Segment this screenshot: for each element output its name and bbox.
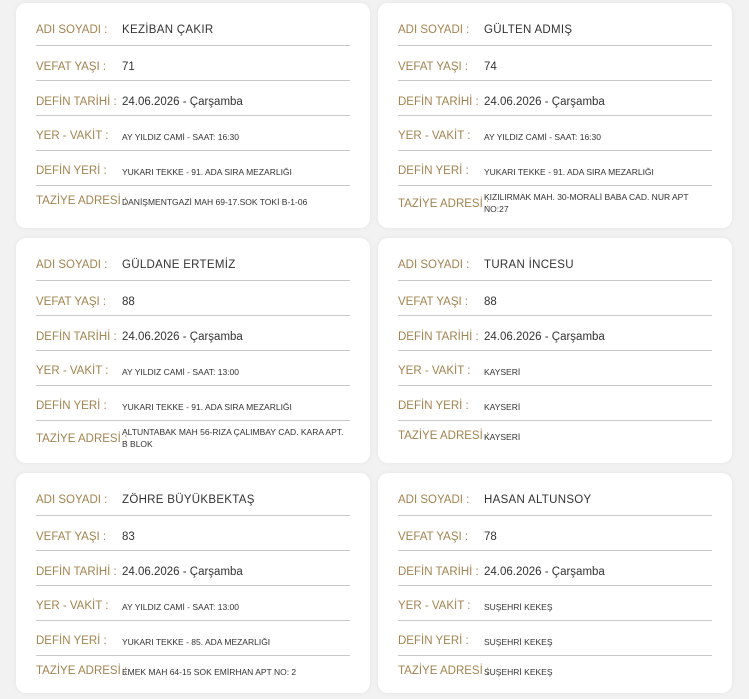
field-value: KAYSERİ xyxy=(484,432,521,442)
field-value: 74 xyxy=(484,61,497,73)
field-value: YUKARI TEKKE - 91. ADA SIRA MEZARLIĞI xyxy=(122,402,292,412)
field-label: ADI SOYADI : xyxy=(36,24,108,36)
field-label: VEFAT YAŞI : xyxy=(398,296,469,308)
field-value: 78 xyxy=(484,531,497,543)
field-row-name xyxy=(36,492,350,516)
field-value: KIZILIRMAK MAH. 30-MORALİ BABA CAD. NUR APT NO:27 xyxy=(484,192,689,214)
field-row-age xyxy=(36,294,350,316)
obituary-card xyxy=(16,238,370,463)
field-value: GÜLTEN ADMIŞ xyxy=(484,24,573,36)
field-label: VEFAT YAŞI : xyxy=(398,61,469,73)
field-row-age xyxy=(36,59,350,81)
field-row-condolence xyxy=(398,661,712,691)
field-value: KAYSERİ xyxy=(484,367,521,377)
field-label: YER - VAKİT : xyxy=(398,130,471,142)
field-row-condolence xyxy=(398,191,712,221)
field-label: ADI SOYADI : xyxy=(398,24,470,36)
field-row-burial xyxy=(36,633,350,656)
field-row-burial xyxy=(398,398,712,421)
field-label: TAZİYE ADRESİ : xyxy=(398,430,490,442)
field-row-condolence xyxy=(36,661,350,691)
field-value: ALTUNTABAK MAH 56-RIZA ÇALIMBAY CAD. KARA APT. B BLOK xyxy=(122,427,344,449)
field-row-age xyxy=(36,529,350,551)
field-value: AY YILDIZ CAMİ - SAAT: 16:30 xyxy=(122,132,239,142)
field-label: YER - VAKİT : xyxy=(36,130,109,142)
field-row-date xyxy=(36,329,350,351)
field-row-place-time xyxy=(398,128,712,151)
field-value: AY YILDIZ CAMİ - SAAT: 13:00 xyxy=(122,602,239,612)
field-value: 88 xyxy=(122,296,135,308)
field-label: DEFİN YERİ : xyxy=(36,635,107,647)
field-label: ADI SOYADI : xyxy=(398,494,470,506)
field-label: TAZİYE ADRESİ : xyxy=(36,665,128,677)
field-label: DEFİN YERİ : xyxy=(398,165,469,177)
field-row-place-time xyxy=(36,128,350,151)
field-value: ZÖHRE BÜYÜKBEKTAŞ xyxy=(122,494,255,506)
field-row-name xyxy=(398,22,712,46)
field-label: DEFİN YERİ : xyxy=(398,635,469,647)
field-row-place-time xyxy=(398,598,712,621)
field-value: DANİŞMENTGAZİ MAH 69-17.SOK TOKİ B-1-06 xyxy=(122,197,308,207)
field-row-date xyxy=(36,564,350,586)
field-label: TAZİYE ADRESİ : xyxy=(36,195,128,207)
field-label: DEFİN TARİHİ : xyxy=(36,96,117,108)
field-label: DEFİN TARİHİ : xyxy=(398,566,479,578)
field-value: KEZİBAN ÇAKIR xyxy=(122,24,214,36)
field-label: YER - VAKİT : xyxy=(36,600,109,612)
field-row-burial xyxy=(398,163,712,186)
field-row-name xyxy=(398,492,712,516)
field-row-name xyxy=(36,22,350,46)
field-row-age xyxy=(398,59,712,81)
field-value: SUŞEHRİ KEKEŞ xyxy=(484,637,553,647)
field-label: DEFİN TARİHİ : xyxy=(398,331,479,343)
field-label: ADI SOYADI : xyxy=(36,494,108,506)
field-value: SUŞEHRİ KEKEŞ xyxy=(484,602,553,612)
field-label: VEFAT YAŞI : xyxy=(398,531,469,543)
field-value: SUŞEHRİ KEKEŞ xyxy=(484,667,553,677)
field-value: YUKARI TEKKE - 91. ADA SIRA MEZARLIĞI xyxy=(122,167,292,177)
field-row-date xyxy=(398,94,712,116)
field-value: 24.06.2026 - Çarşamba xyxy=(122,96,243,108)
field-value: TURAN İNCESU xyxy=(484,259,574,271)
field-value: 71 xyxy=(122,61,135,73)
field-label: YER - VAKİT : xyxy=(36,365,109,377)
field-value: 24.06.2026 - Çarşamba xyxy=(122,566,243,578)
field-value: AY YILDIZ CAMİ - SAAT: 16:30 xyxy=(484,132,601,142)
field-label: ADI SOYADI : xyxy=(36,259,108,271)
field-label: VEFAT YAŞI : xyxy=(36,61,107,73)
field-label: TAZİYE ADRESİ : xyxy=(36,433,128,445)
field-value: 24.06.2026 - Çarşamba xyxy=(122,331,243,343)
field-label: YER - VAKİT : xyxy=(398,365,471,377)
field-value: AY YILDIZ CAMİ - SAAT: 13:00 xyxy=(122,367,239,377)
field-value: YUKARI TEKKE - 85. ADA MEZARLIĞI xyxy=(122,637,271,647)
field-value: 24.06.2026 - Çarşamba xyxy=(484,96,605,108)
field-row-place-time xyxy=(398,363,712,386)
field-value: 88 xyxy=(484,296,497,308)
obituary-card xyxy=(378,3,732,228)
obituary-card xyxy=(378,238,732,463)
field-value: 24.06.2026 - Çarşamba xyxy=(484,566,605,578)
field-row-age xyxy=(398,529,712,551)
field-label: DEFİN YERİ : xyxy=(36,165,107,177)
field-row-date xyxy=(36,94,350,116)
field-label: VEFAT YAŞI : xyxy=(36,296,107,308)
field-label: DEFİN TARİHİ : xyxy=(36,566,117,578)
field-value: 24.06.2026 - Çarşamba xyxy=(484,331,605,343)
field-value: EMEK MAH 64-15 SOK EMİRHAN APT NO: 2 xyxy=(122,667,297,677)
field-row-date xyxy=(398,564,712,586)
field-row-place-time xyxy=(36,598,350,621)
field-label: TAZİYE ADRESİ : xyxy=(398,198,490,210)
field-row-burial xyxy=(398,633,712,656)
obituary-card xyxy=(16,3,370,228)
obituary-card xyxy=(378,473,732,693)
field-value: YUKARI TEKKE - 91. ADA SIRA MEZARLIĞI xyxy=(484,167,654,177)
obituary-card xyxy=(16,473,370,693)
field-row-place-time xyxy=(36,363,350,386)
field-label: DEFİN YERİ : xyxy=(36,400,107,412)
field-value: GÜLDANE ERTEMİZ xyxy=(122,259,236,271)
field-row-condolence xyxy=(36,426,350,456)
field-row-condolence xyxy=(36,191,350,221)
field-row-date xyxy=(398,329,712,351)
field-value: HASAN ALTUNSOY xyxy=(484,494,592,506)
field-value: 83 xyxy=(122,531,135,543)
field-label: ADI SOYADI : xyxy=(398,259,470,271)
field-row-name xyxy=(398,257,712,281)
field-label: TAZİYE ADRESİ : xyxy=(398,665,490,677)
field-value: KAYSERİ xyxy=(484,402,521,412)
field-label: DEFİN YERİ : xyxy=(398,400,469,412)
field-label: DEFİN TARİHİ : xyxy=(36,331,117,343)
field-row-age xyxy=(398,294,712,316)
field-row-condolence xyxy=(398,426,712,456)
field-row-burial xyxy=(36,398,350,421)
field-label: VEFAT YAŞI : xyxy=(36,531,107,543)
field-label: DEFİN TARİHİ : xyxy=(398,96,479,108)
field-row-burial xyxy=(36,163,350,186)
field-row-name xyxy=(36,257,350,281)
field-label: YER - VAKİT : xyxy=(398,600,471,612)
